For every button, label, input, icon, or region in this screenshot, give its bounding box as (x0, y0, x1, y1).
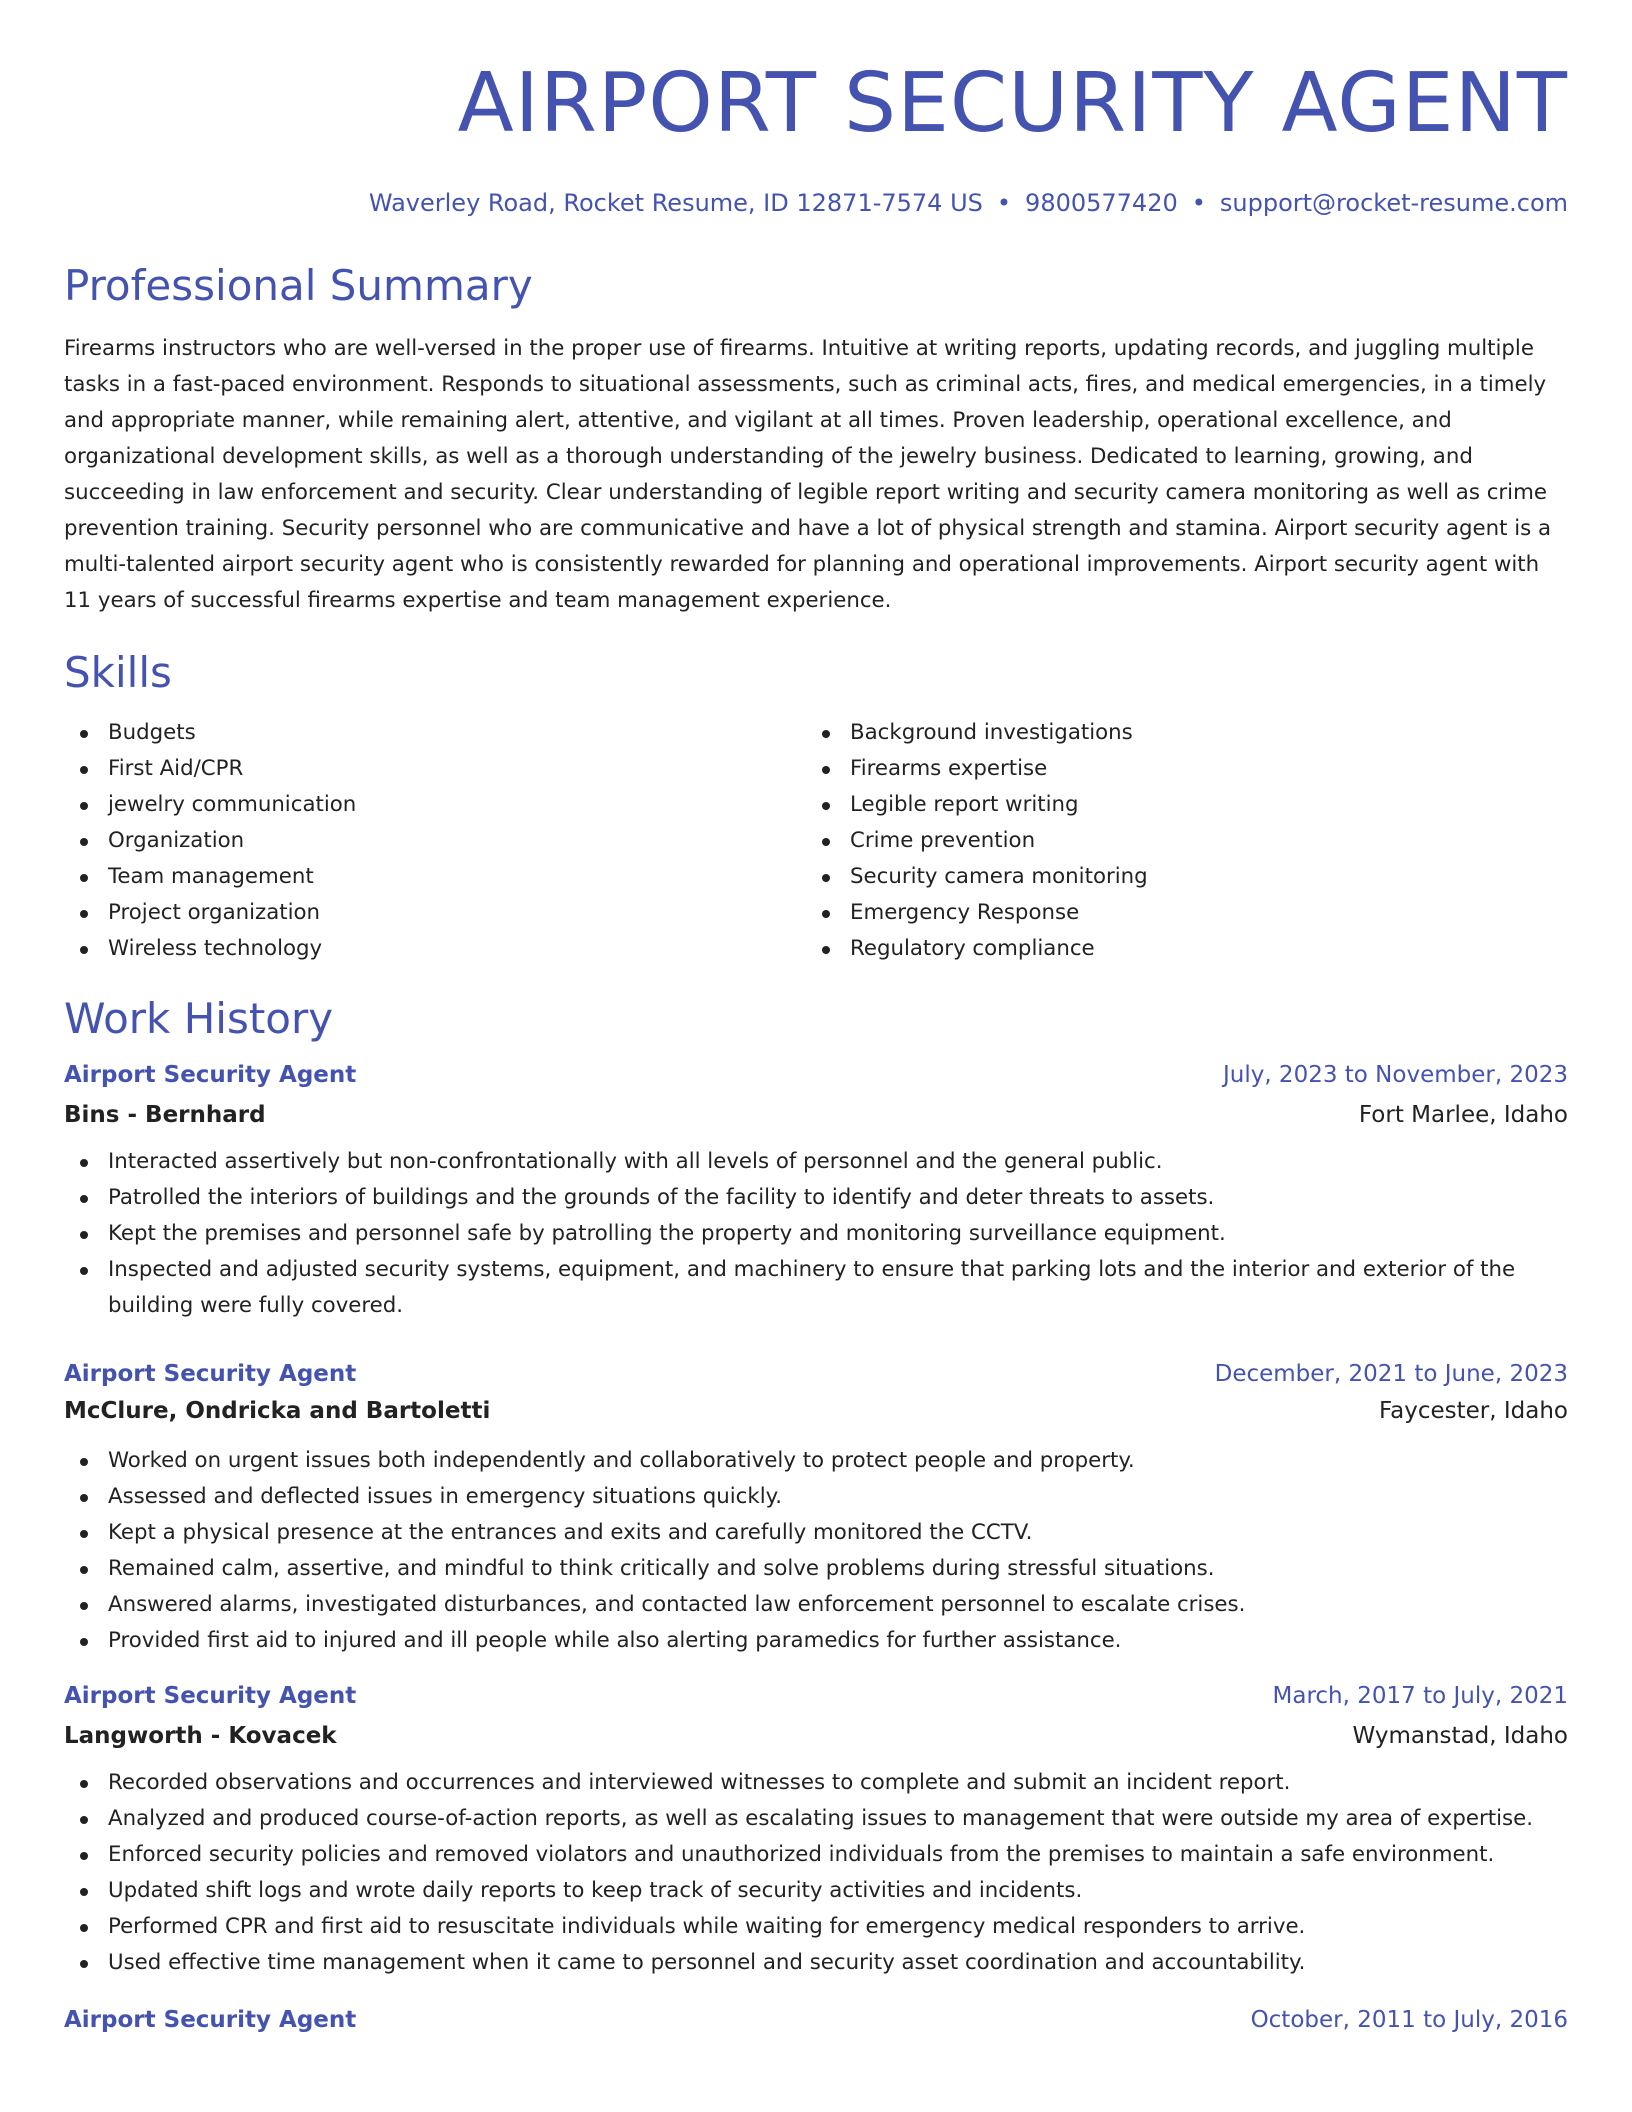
skill-item: Organization (64, 823, 806, 859)
skill-item: Background investigations (806, 715, 1548, 751)
skill-item: Legible report writing (806, 787, 1548, 823)
skill-item: Team management (64, 859, 806, 895)
contact-phone[interactable]: 9800577420 (1025, 189, 1178, 217)
job-bullet: Worked on urgent issues both independently and collaboratively to protect people and property. (64, 1443, 1568, 1479)
job-bullets (64, 1443, 1568, 1659)
job-header-row (64, 1060, 1568, 1090)
job-bullet: Used effective time management when it came to personnel and security asset coordination and accountability. (64, 1945, 1568, 1981)
skills-column-left (64, 715, 806, 967)
job-company-row (64, 1721, 1568, 1751)
job-bullet: Kept the premises and personnel safe by patrolling the property and monitoring surveillance equipment. (64, 1216, 1568, 1252)
job-bullet: Answered alarms, investigated disturbances, and contacted law enforcement personnel to escalate crises. (64, 1587, 1568, 1623)
job-bullets (64, 1144, 1568, 1324)
skill-item: Emergency Response (806, 895, 1548, 931)
job-dates: July, 2023 to November, 2023 (1222, 1062, 1568, 1088)
job-header-row (64, 1359, 1568, 1389)
skill-item: First Aid/CPR (64, 751, 806, 787)
contact-line (64, 188, 1568, 218)
job-company-row (64, 1100, 1568, 1130)
job-entry (64, 1681, 1568, 1981)
skill-item: Budgets (64, 715, 806, 751)
job-dates: October, 2011 to July, 2016 (1250, 2007, 1568, 2033)
skill-item: Crime prevention (806, 823, 1548, 859)
job-bullet: Analyzed and produced course-of-action reports, as well as escalating issues to management that were outside my area of expertise. (64, 1801, 1568, 1837)
job-bullet: Remained calm, assertive, and mindful to think critically and solve problems during stressful situations. (64, 1551, 1568, 1587)
job-location: Wymanstad, Idaho (1352, 1723, 1568, 1749)
job-entry (64, 2005, 1568, 2035)
contact-email[interactable]: support@rocket-resume.com (1219, 189, 1568, 217)
summary-heading: Professional Summary (64, 261, 533, 310)
job-bullet: Recorded observations and occurrences and interviewed witnesses to complete and submit an incident report. (64, 1765, 1568, 1801)
job-location: Fort Marlee, Idaho (1358, 1102, 1568, 1128)
skill-item: Firearms expertise (806, 751, 1548, 787)
skills-list (64, 715, 1568, 967)
job-entry (64, 1060, 1568, 1324)
resume-page (64, 0, 1568, 2035)
work-history-heading: Work History (64, 994, 334, 1043)
job-bullet: Assessed and deflected issues in emergency situations quickly. (64, 1479, 1568, 1515)
skill-item: Project organization (64, 895, 806, 931)
contact-separator: • (996, 189, 1012, 217)
skill-item: Security camera monitoring (806, 859, 1548, 895)
job-dates: March, 2017 to July, 2021 (1272, 1683, 1568, 1709)
job-bullets (64, 1765, 1568, 1981)
job-entry (64, 1359, 1568, 1659)
job-company: Bins - Bernhard (64, 1102, 266, 1128)
job-bullet: Performed CPR and first aid to resuscitate individuals while waiting for emergency medical responders to arrive. (64, 1909, 1568, 1945)
job-bullet: Updated shift logs and wrote daily reports to keep track of security activities and incidents. (64, 1873, 1568, 1909)
skill-item: Wireless technology (64, 931, 806, 967)
job-title: Airport Security Agent (64, 1062, 357, 1088)
skills-heading: Skills (64, 648, 172, 697)
job-title: Airport Security Agent (64, 1683, 357, 1709)
job-location: Faycester, Idaho (1379, 1398, 1568, 1424)
job-company-row (64, 1396, 1568, 1426)
job-bullet: Kept a physical presence at the entrances and exits and carefully monitored the CCTV. (64, 1515, 1568, 1551)
job-bullet: Patrolled the interiors of buildings and the grounds of the facility to identify and deter threats to assets. (64, 1180, 1568, 1216)
job-title: Airport Security Agent (64, 2007, 357, 2033)
job-dates: December, 2021 to June, 2023 (1214, 1361, 1568, 1387)
resume-name: AIRPORT SECURITY AGENT (457, 56, 1568, 151)
job-bullet: Inspected and adjusted security systems, equipment, and machinery to ensure that parking lots and the interior and exterior of the building were fully covered. (64, 1252, 1568, 1324)
skill-item: Regulatory compliance (806, 931, 1548, 967)
job-header-row (64, 2005, 1568, 2035)
job-bullet: Provided first aid to injured and ill people while also alerting paramedics for further assistance. (64, 1623, 1568, 1659)
job-header-row (64, 1681, 1568, 1711)
contact-separator: • (1191, 189, 1206, 217)
skill-item: jewelry communication (64, 787, 806, 823)
skills-column-right (806, 715, 1548, 967)
contact-address: Waverley Road, Rocket Resume, ID 12871-7574 US (368, 189, 983, 217)
summary-text: Firearms instructors who are well-versed in the proper use of firearms. Intuitive at writing reports, updating records, and juggling multiple tasks in a fast-paced environment. Responds to situational assessments, such as criminal acts, fires, and medical emergencies, in a timely and appropriate manner, while remaining alert, attentive, and vigilant at all times. Proven leadership, operational excellence, and organizational development skills, as well as a thorough understanding of the jewelry business. Dedicated to learning, growing, and succeeding in law enforcement and security. Clear understanding of legible report writing and security camera monitoring as well as crime prevention training. Security personnel who are communicative and have a lot of physical strength and stamina. Airport security agent is a multi-talented airport security agent who is consistently rewarded for planning and operational improvements. Airport security agent with 11 years of successful firearms expertise and team management experience. (64, 336, 1552, 613)
job-bullet: Interacted assertively but non-confrontationally with all levels of personnel and the general public. (64, 1144, 1568, 1180)
job-title: Airport Security Agent (64, 1361, 357, 1387)
job-company: Langworth - Kovacek (64, 1723, 337, 1749)
job-company: McClure, Ondricka and Bartoletti (64, 1398, 491, 1424)
job-bullet: Enforced security policies and removed violators and unauthorized individuals from the premises to maintain a safe environment. (64, 1837, 1568, 1873)
